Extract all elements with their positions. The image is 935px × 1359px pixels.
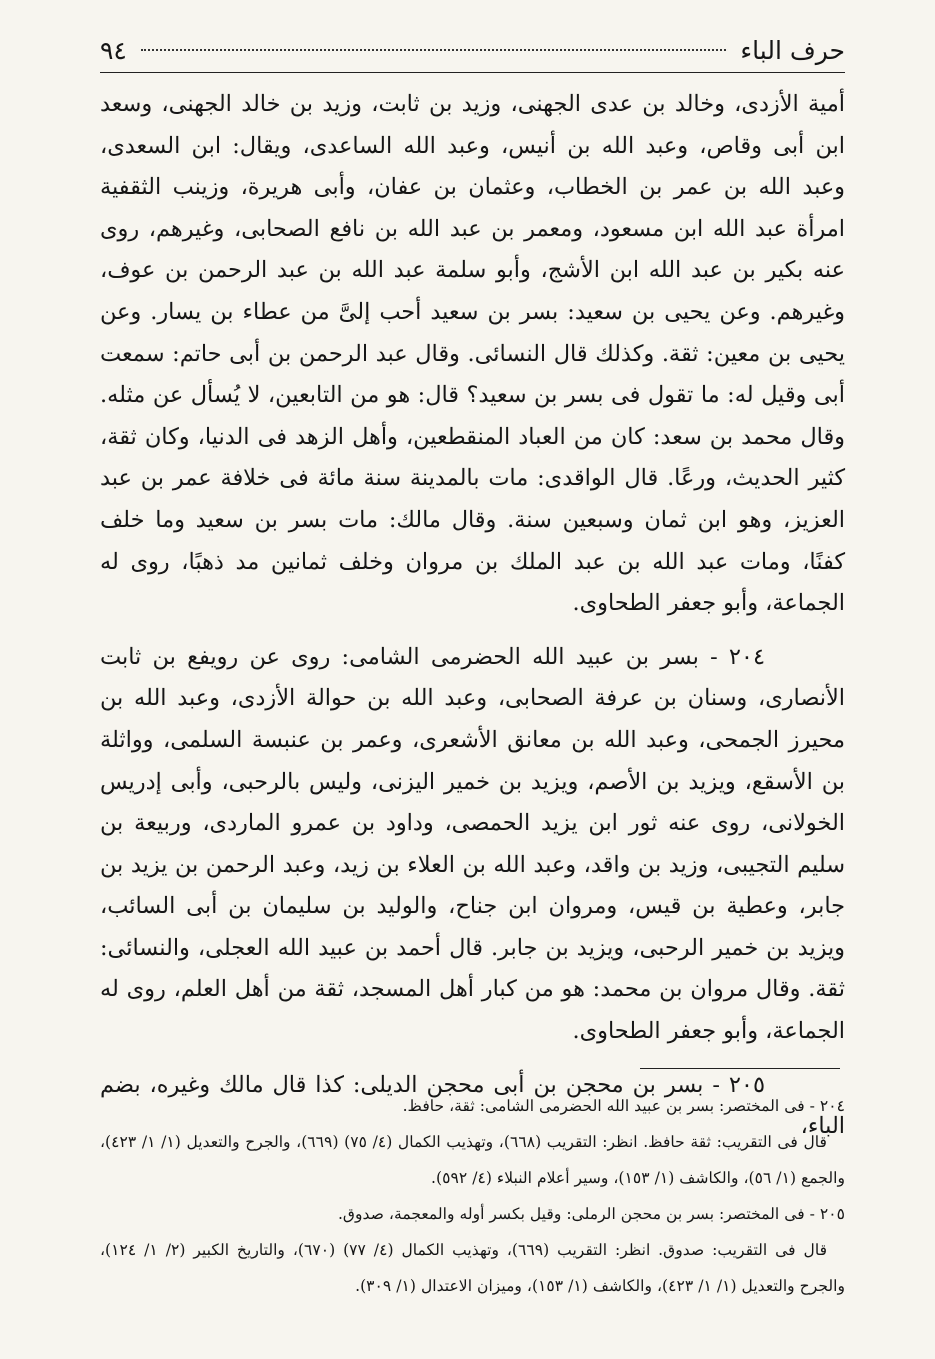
header-dotted-leader (141, 49, 727, 51)
footnote-separator (640, 1068, 840, 1069)
footnotes (100, 1088, 845, 1304)
entry-203-continuation: أمية الأزدى، وخالد بن عدى الجهنى، وزيد بن ثابت، وزيد بن خالد الجهنى، وسعد ابن أبى وقاص، وعبد الله بن أنيس، وعبد الله الساعدى، ويقال: ابن السعدى، وعبد الله بن عمر بن الخطاب، وعثمان بن عفان، وأبى هريرة، وزينب الثقفية امرأة عبد الله ابن مسعود، ومعمر بن عبد الله بن نافع الصحابى، وغيرهم، روى عنه بكير بن عبد الله ابن الأشج، وأبو سلمة عبد الله بن عبد الرحمن بن عوف، وغيرهم. وعن يحيى بن سعيد: بسر بن سعيد أحب إلىَّ من عطاء بن يسار. وعن يحيى بن معين: ثقة. وكذلك قال النسائى. وقال عبد الرحمن بن أبى حاتم: سمعت أبى وقيل له: ما تقول فى بسر بن سعيد؟ قال: هو من التابعين، لا يُسأل عن مثله. وقال محمد بن سعد: كان من العباد المنقطعين، وأهل الزهد فى الدنيا، وكان ثقة، كثير الحديث، ورعًا. قال الواقدى: مات بالمدينة سنة مائة فى خلافة عمر بن عبد العزيز، وهو ابن ثمان وسبعين سنة. وقال مالك: مات بسر بن سعيد وما خلف كفنًا، ومات عبد الله بن عبد الملك بن مروان وخلف ثمانين مد ذهبًا، روى له الجماعة، وأبو جعفر الطحاوى. (100, 91, 845, 617)
footnote-204-taqrib: قال فى التقريب: ثقة حافظ. انظر: التقريب (٦٦٨)، وتهذيب الكمال (٤/ ٧٥) (٦٦٩)، والجرح والتعديل (١/ ١/ ٤٢٣)، والجمع (١/ ٥٦)، والكاشف (١/ ١٥٣)، وسير أعلام النبلاء (٤/ ٥٩٢). (100, 1133, 845, 1187)
entry-204: ٢٠٤ - بسر بن عبيد الله الحضرمى الشامى: روى عن رويفع بن ثابت الأنصارى، وسنان بن عرفة الصحابى، وعبد الله بن حوالة الأزدى، وعبد الله بن محيرز الجمحى، وعبد الله بن معانق الأشعرى، وعمر بن عنبسة السلمى، وواثلة بن الأسقع، ويزيد بن الأصم، ويزيد بن خمير اليزنى، وليس بالرحبى، وأبى إدريس الخولانى، روى عنه ثور ابن يزيد الحمصى، وداود بن عمرو الماردى، وربيعة بن سليم التجيبى، وزيد بن واقد، وعبد الله بن العلاء بن زيد، وعبد الرحمن بن يزيد بن جابر، وعطية بن قيس، ومروان ابن جناح، والوليد بن سليمان بن أبى السائب، ويزيد بن خمير الرحبى، ويزيد بن جابر. قال أحمد بن عبيد الله العجلى، والنسائى: ثقة. وقال مروان بن محمد: هو من كبار أهل المسجد، ثقة من أهل العلم، روى له الجماعة، وأبو جعفر الطحاوى. (100, 643, 845, 1045)
page-number: ٩٤ (100, 35, 127, 65)
running-header (100, 28, 845, 73)
main-text (100, 84, 845, 1148)
chapter-title: حرف الباء (740, 35, 845, 65)
footnote-205-mukhtasar: ٢٠٥ - فى المختصر: بسر بن محجن الرملى: وقيل بكسر أوله والمعجمة، صدوق. (337, 1205, 845, 1223)
entry-205: ٢٠٥ - بسر بن محجن بن أبى محجن الديلى: كذا قال مالك وغيره، بضم الباء، (100, 1071, 845, 1140)
footnote-204-mukhtasar: ٢٠٤ - فى المختصر: بسر بن عبيد الله الحضرمى الشامى: ثقة، حافظ. (402, 1097, 845, 1115)
footnote-205-taqrib: قال فى التقريب: صدوق. انظر: التقريب (٦٦٩)، وتهذيب الكمال (٤/ ٧٧) (٦٧٠)، والتاريخ الكبير (٢/ ١/ ١٢٤)، والجرح والتعديل (١/ ١/ ٤٢٣)، والكاشف (١/ ١٥٣)، وميزان الاعتدال (١/ ٣٠٩). (100, 1241, 845, 1295)
